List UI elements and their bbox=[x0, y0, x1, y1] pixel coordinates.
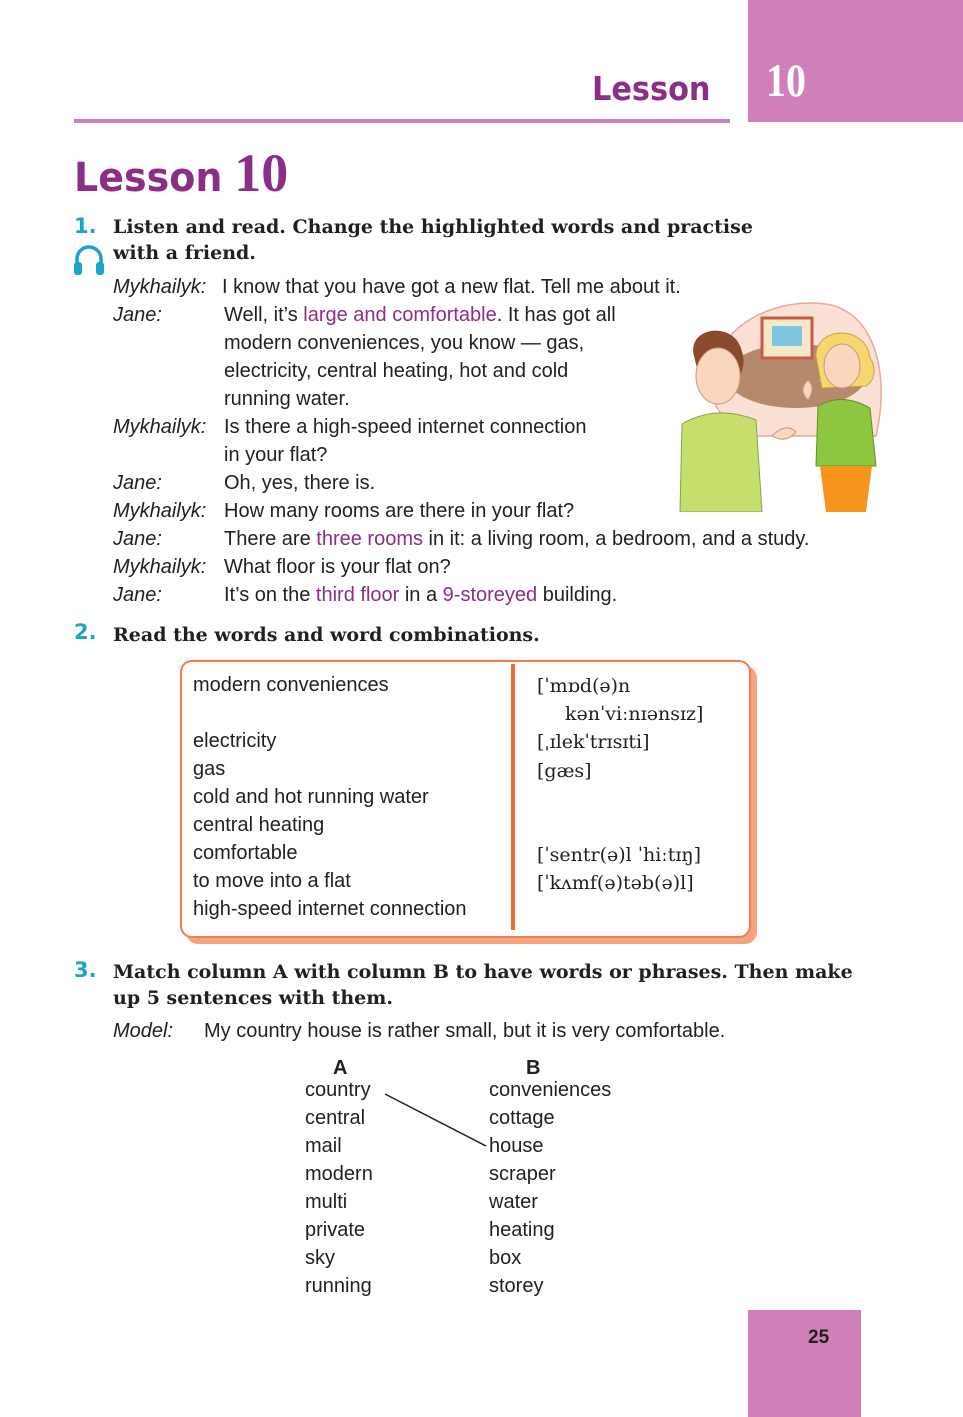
children-illustration bbox=[676, 296, 888, 512]
exercise-1-instruction bbox=[113, 214, 753, 266]
speaker-label: Mykhailyk: bbox=[113, 416, 207, 438]
model-text: My country house is rather small, but it is very comfortable. bbox=[204, 1020, 726, 1042]
exercise-1-instruction-line-2: with a friend. bbox=[113, 242, 256, 264]
vocabulary-term: comfortable bbox=[193, 842, 298, 864]
vocabulary-term: central heating bbox=[193, 814, 325, 836]
speaker-label: Jane: bbox=[113, 304, 162, 326]
column-b-item: storey bbox=[489, 1275, 544, 1297]
column-b-item: box bbox=[489, 1247, 522, 1269]
header-lesson-word: Lesson bbox=[592, 69, 711, 108]
match-line bbox=[380, 1088, 492, 1152]
dialogue-text: What floor is your flat on? bbox=[224, 556, 451, 578]
ipa-transcription: [ˈkʌmf(ə)təb(ə)l] bbox=[537, 872, 694, 894]
column-b bbox=[489, 1076, 611, 1300]
exercise-3-instruction-line-1: Match column A with column B to have words or phrases. Then make bbox=[113, 961, 853, 983]
dialogue-text: Oh, yes, there is. bbox=[224, 472, 376, 494]
dialogue-text: Well, it’s large and comfortable. It has got all bbox=[224, 304, 616, 326]
dialogue-text: It’s on the third floor in a 9-storeyed building. bbox=[224, 584, 618, 606]
speaker-label: Jane: bbox=[113, 528, 162, 550]
page-number: 25 bbox=[808, 1327, 830, 1348]
ipa-transcription: [gæs] bbox=[537, 760, 592, 782]
column-b-item: water bbox=[489, 1191, 538, 1213]
page-title bbox=[74, 143, 289, 203]
headphones-icon bbox=[72, 244, 106, 278]
vocabulary-term: modern conveniences bbox=[193, 674, 389, 696]
speaker-label: Mykhailyk: bbox=[113, 500, 207, 522]
column-a-item: sky bbox=[305, 1247, 335, 1269]
column-a-item: running bbox=[305, 1275, 372, 1297]
column-a-item: modern bbox=[305, 1163, 373, 1185]
dialogue-text: How many rooms are there in your flat? bbox=[224, 500, 575, 522]
column-b-heading: B bbox=[526, 1057, 541, 1079]
dialogue-text: I know that you have got a new flat. Tell me about it. bbox=[222, 276, 681, 298]
vocabulary-term: gas bbox=[193, 758, 226, 780]
speaker-label: Mykhailyk: bbox=[113, 276, 207, 298]
exercise-2-instruction: Read the words and word combinations. bbox=[113, 624, 540, 646]
ipa-transcription: [ˈmɒd(ə)n bbox=[537, 675, 631, 697]
highlighted-phrase: large and comfortable bbox=[303, 304, 497, 326]
exercise-1-number: 1. bbox=[74, 214, 97, 238]
header-rule bbox=[74, 119, 730, 123]
column-a-item: multi bbox=[305, 1191, 348, 1213]
title-word: Lesson bbox=[74, 155, 223, 201]
ipa-transcription: [ˈsentr(ə)l ˈhiːtɪŋ] bbox=[537, 844, 702, 866]
model-label: Model: bbox=[113, 1020, 174, 1042]
exercise-3-instruction bbox=[113, 959, 853, 1011]
vocabulary-term: electricity bbox=[193, 730, 277, 752]
column-b-item: heating bbox=[489, 1219, 555, 1241]
column-b-item: house bbox=[489, 1135, 544, 1157]
ipa-transcription: [ˌɪlekˈtrɪsɪti] bbox=[537, 731, 650, 753]
ipa-transcription: kənˈviːnɪənsɪz] bbox=[565, 703, 704, 725]
column-a bbox=[305, 1076, 373, 1300]
highlighted-phrase: 9-storeyed bbox=[442, 584, 538, 606]
column-a-item: mail bbox=[305, 1135, 342, 1157]
exercise-3-instruction-line-2: up 5 sentences with them. bbox=[113, 987, 393, 1009]
dialogue-text: Is there a high-speed internet connection bbox=[224, 416, 587, 438]
column-a-heading: A bbox=[333, 1057, 348, 1079]
vocabulary-term: cold and hot running water bbox=[193, 786, 429, 808]
column-a-item: private bbox=[305, 1219, 366, 1241]
column-b-item: conveniences bbox=[489, 1079, 612, 1101]
vocabulary-table-divider bbox=[511, 664, 515, 930]
speaker-label: Jane: bbox=[113, 584, 162, 606]
dialogue-text: There are three rooms in it: a living room, a bedroom, and a study. bbox=[224, 528, 810, 550]
exercise-3-number: 3. bbox=[74, 958, 97, 982]
vocabulary-term: to move into a flat bbox=[193, 870, 351, 892]
title-number: 10 bbox=[234, 143, 289, 203]
highlighted-phrase: three rooms bbox=[316, 528, 423, 550]
column-b-item: cottage bbox=[489, 1107, 555, 1129]
exercise-2-number: 2. bbox=[74, 620, 97, 644]
vocabulary-term: high-speed internet connection bbox=[193, 898, 467, 920]
column-a-item: country bbox=[305, 1079, 371, 1101]
page-number-tab bbox=[748, 1310, 861, 1417]
exercise-1-instruction-line-1: Listen and read. Change the highlighted words and practise bbox=[113, 216, 753, 238]
speaker-label: Jane: bbox=[113, 472, 162, 494]
column-a-item: central bbox=[305, 1107, 366, 1129]
speaker-label: Mykhailyk: bbox=[113, 556, 207, 578]
header-lesson-number: 10 bbox=[766, 55, 806, 107]
highlighted-phrase: third floor bbox=[315, 584, 400, 606]
column-b-item: scraper bbox=[489, 1163, 556, 1185]
